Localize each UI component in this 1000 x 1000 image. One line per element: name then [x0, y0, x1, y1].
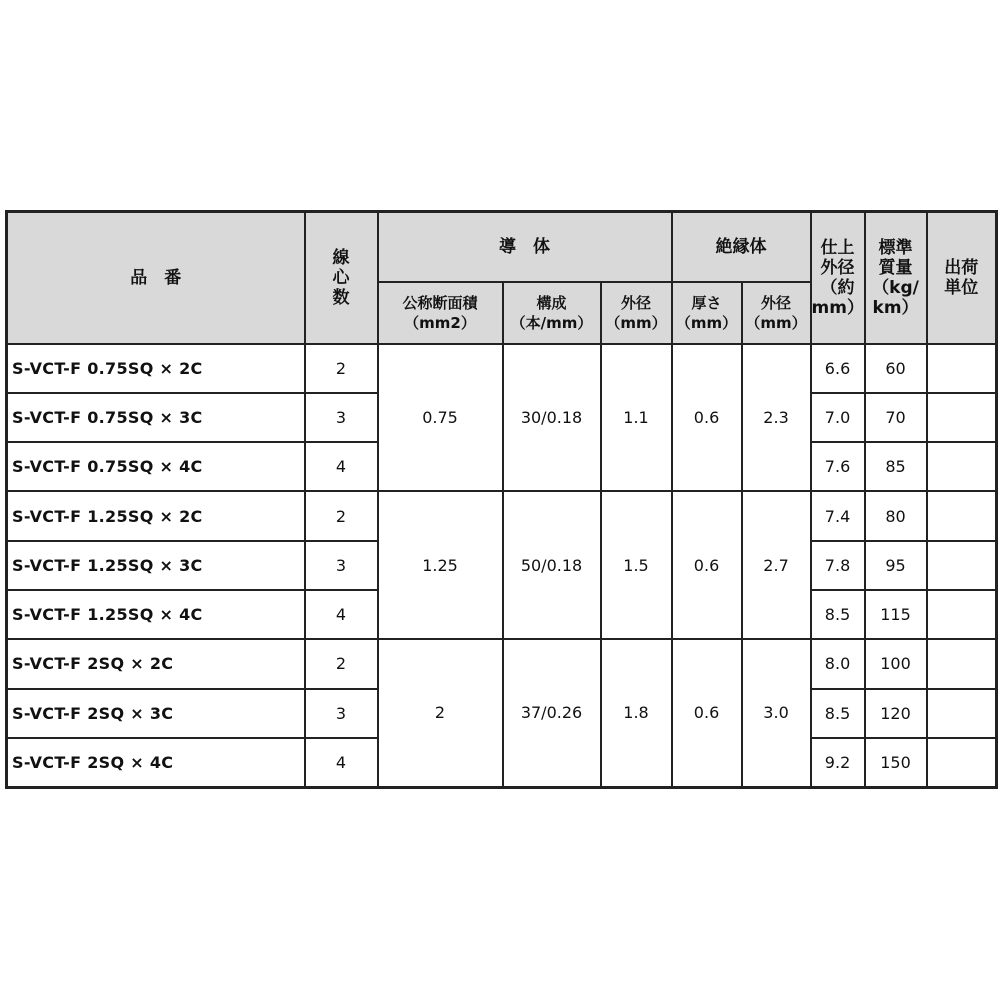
shipping-unit-cell	[927, 541, 997, 590]
header-shipping-unit: 出荷 単位	[927, 212, 997, 344]
header-conductor-diameter-label: 外径	[621, 293, 652, 312]
header-insulation-thickness-label: 厚さ	[691, 293, 722, 312]
header-conductor-composition-label: 構成	[536, 293, 567, 312]
header-insulation-diameter-label: 外径	[761, 293, 792, 312]
part-number-cell: S-VCT-F 1.25SQ × 3C	[7, 541, 305, 590]
cores-cell: 4	[305, 738, 378, 787]
mass-cell: 70	[865, 393, 927, 442]
shipping-unit-cell	[927, 344, 997, 393]
finished-diameter-cell: 8.5	[811, 689, 865, 738]
header-insulation: 絶縁体	[672, 212, 811, 282]
cores-cell: 4	[305, 590, 378, 639]
finished-diameter-cell: 8.5	[811, 590, 865, 639]
insulation-diameter-cell: 2.7	[742, 491, 811, 639]
mass-cell: 80	[865, 491, 927, 540]
conductor-composition-cell: 30/0.18	[503, 344, 601, 492]
conductor-area-cell: 0.75	[378, 344, 503, 492]
part-number-cell: S-VCT-F 2SQ × 3C	[7, 689, 305, 738]
cores-cell: 2	[305, 344, 378, 393]
cores-cell: 3	[305, 541, 378, 590]
insulation-diameter-cell: 2.3	[742, 344, 811, 492]
cores-cell: 2	[305, 639, 378, 688]
header-conductor-diameter-unit: （mm）	[605, 313, 667, 332]
mass-cell: 60	[865, 344, 927, 393]
header-conductor-composition	[503, 282, 601, 344]
header-insulation-thickness-unit: （mm）	[675, 313, 738, 332]
shipping-unit-cell	[927, 393, 997, 442]
cores-cell: 3	[305, 393, 378, 442]
header-insulation-diameter-unit: （mm）	[745, 313, 807, 332]
header-standard-mass: 標準 質量 （kg/ km）	[865, 212, 927, 344]
mass-cell: 150	[865, 738, 927, 787]
header-insulation-thickness	[672, 282, 742, 344]
table-body	[7, 344, 997, 788]
mass-cell: 115	[865, 590, 927, 639]
part-number-cell: S-VCT-F 2SQ × 2C	[7, 639, 305, 688]
part-number-cell: S-VCT-F 2SQ × 4C	[7, 738, 305, 787]
conductor-diameter-cell: 1.5	[601, 491, 672, 639]
mass-cell: 100	[865, 639, 927, 688]
part-number-cell: S-VCT-F 0.75SQ × 4C	[7, 442, 305, 491]
finished-diameter-cell: 6.6	[811, 344, 865, 393]
mass-cell: 85	[865, 442, 927, 491]
header-conductor-diameter	[601, 282, 672, 344]
conductor-composition-cell: 50/0.18	[503, 491, 601, 639]
shipping-unit-cell	[927, 590, 997, 639]
finished-diameter-cell: 9.2	[811, 738, 865, 787]
header-conductor: 導 体	[378, 212, 672, 282]
header-conductor-area-label: 公称断面積	[402, 293, 478, 312]
conductor-diameter-cell: 1.1	[601, 344, 672, 492]
header-conductor-composition-unit: （本/mm）	[510, 313, 593, 332]
insulation-thickness-cell: 0.6	[672, 491, 742, 639]
finished-diameter-cell: 7.8	[811, 541, 865, 590]
insulation-thickness-cell: 0.6	[672, 639, 742, 787]
conductor-area-cell: 2	[378, 639, 503, 787]
finished-diameter-cell: 7.0	[811, 393, 865, 442]
header-part-no: 品 番	[7, 212, 305, 344]
shipping-unit-cell	[927, 689, 997, 738]
mass-cell: 120	[865, 689, 927, 738]
header-cores: 線 心 数	[305, 212, 378, 344]
table-row	[7, 639, 997, 688]
table-row	[7, 491, 997, 540]
finished-diameter-cell: 7.4	[811, 491, 865, 540]
part-number-cell: S-VCT-F 1.25SQ × 2C	[7, 491, 305, 540]
header-finished-diameter: 仕上 外径 （約 mm）	[811, 212, 865, 344]
header-conductor-area	[378, 282, 503, 344]
table-row	[7, 344, 997, 393]
cores-cell: 2	[305, 491, 378, 540]
part-number-cell: S-VCT-F 0.75SQ × 3C	[7, 393, 305, 442]
conductor-composition-cell: 37/0.26	[503, 639, 601, 787]
shipping-unit-cell	[927, 639, 997, 688]
header-conductor-area-unit: （mm2）	[404, 313, 476, 332]
finished-diameter-cell: 8.0	[811, 639, 865, 688]
finished-diameter-cell: 7.6	[811, 442, 865, 491]
cores-cell: 3	[305, 689, 378, 738]
part-number-cell: S-VCT-F 1.25SQ × 4C	[7, 590, 305, 639]
insulation-thickness-cell: 0.6	[672, 344, 742, 492]
insulation-diameter-cell: 3.0	[742, 639, 811, 787]
cores-cell: 4	[305, 442, 378, 491]
shipping-unit-cell	[927, 442, 997, 491]
part-number-cell: S-VCT-F 0.75SQ × 2C	[7, 344, 305, 393]
conductor-area-cell: 1.25	[378, 491, 503, 639]
conductor-diameter-cell: 1.8	[601, 639, 672, 787]
shipping-unit-cell	[927, 491, 997, 540]
table-header	[7, 212, 997, 344]
mass-cell: 95	[865, 541, 927, 590]
shipping-unit-cell	[927, 738, 997, 787]
header-insulation-diameter	[742, 282, 811, 344]
cable-spec-table	[5, 210, 998, 789]
